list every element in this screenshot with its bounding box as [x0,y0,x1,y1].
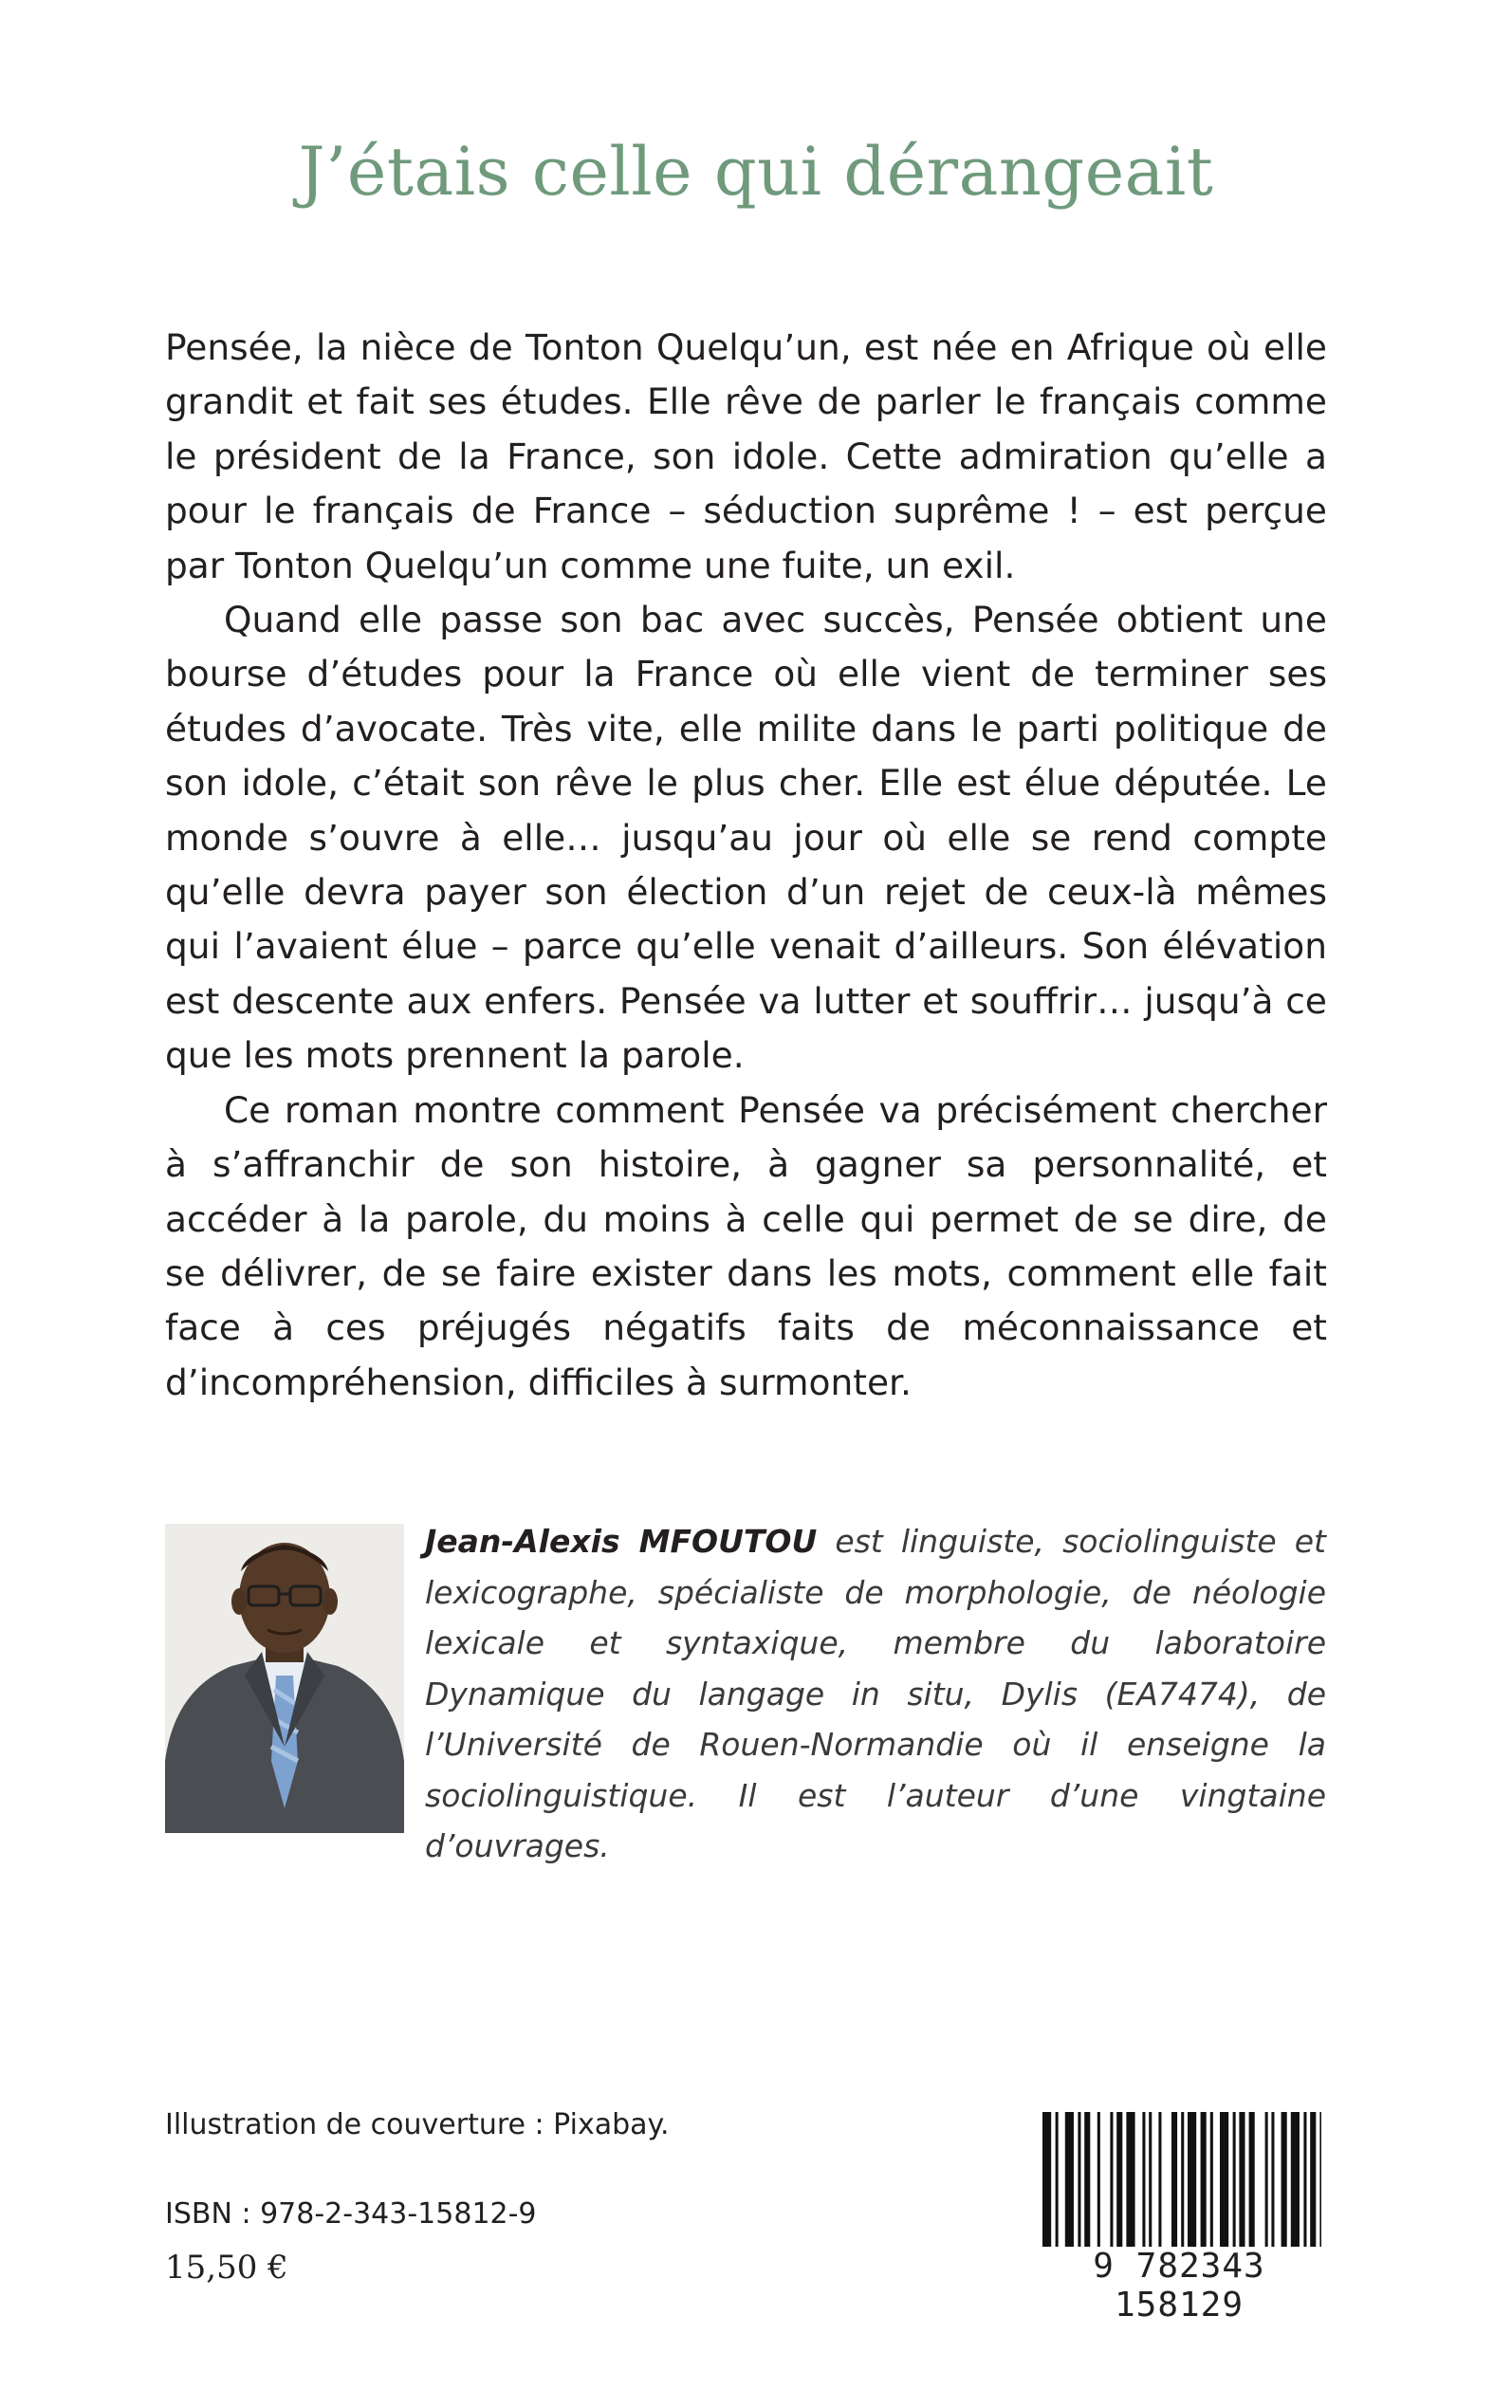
author-bio-text: est linguiste, sociolinguiste et lexicographe, spécialiste de morphologie, de néologie lexicale et syntaxique, membre du laboratoire Dynamique du langage in situ, Dylis (EA7474), de l’Université de Rouen-Normandie où il enseigne la sociolinguistique. Il est l’auteur d’une vingtaine d’ouvrages. [425,1523,1326,1864]
author-photo [165,1524,404,1833]
blurb-paragraph: Pensée, la nièce de Tonton Quelqu’un, est née en Afrique où elle grandit et fait ses études. Elle rêve de parler le français comme le président de la France, son idole. Cette admiration qu’elle a pour le français de France – séduction suprême ! – est perçue par Tonton Quelqu’un comme une fuite, un exil. [165,326,1327,586]
barcode-digits: 9 782343 158129 [1037,2247,1321,2325]
author-bio [425,1516,1326,1872]
author-portrait-image [165,1524,404,1833]
book-title: J’étais celle qui dérangeait [298,133,1214,211]
author-name: Jean-Alexis MFOUTOU [425,1523,818,1560]
blurb-paragraph: Quand elle passe son bac avec succès, Pensée obtient une bourse d’études pour la France où elle vient de terminer ses études d’avocate. Très vite, elle milite dans le parti politique de son idole, c’était son rêve le plus cher. Elle est élue députée. Le monde s’ouvre à elle… jusqu’au jour où elle se rend compte qu’elle devra payer son élection d’un rejet de ceux-là mêmes qui l’avaient élue – parce qu’elle venait d’ailleurs. Son élévation est descente aux enfers. Pensée va lutter et souffrir… jusqu’à ce que les mots prennent la parole. [165,599,1327,1077]
isbn: ISBN : 978-2-343-15812-9 [165,2197,537,2231]
blurb-paragraph: Ce roman montre comment Pensée va précisément chercher à s’affranchir de son histoire, à gagner sa personnalité, et accéder à la parole, du moins à celle qui permet de se dire, de se délivrer, de se faire exister dans les mots, comment elle fait face à ces préjugés négatifs faits de méconnaissance et d’incompréhension, difficiles à surmonter. [165,1088,1327,1403]
cover-illustration-credit: Illustration de couverture : Pixabay. [165,2108,670,2141]
price: 15,50 € [165,2249,288,2287]
back-cover-blurb [165,321,1327,1410]
